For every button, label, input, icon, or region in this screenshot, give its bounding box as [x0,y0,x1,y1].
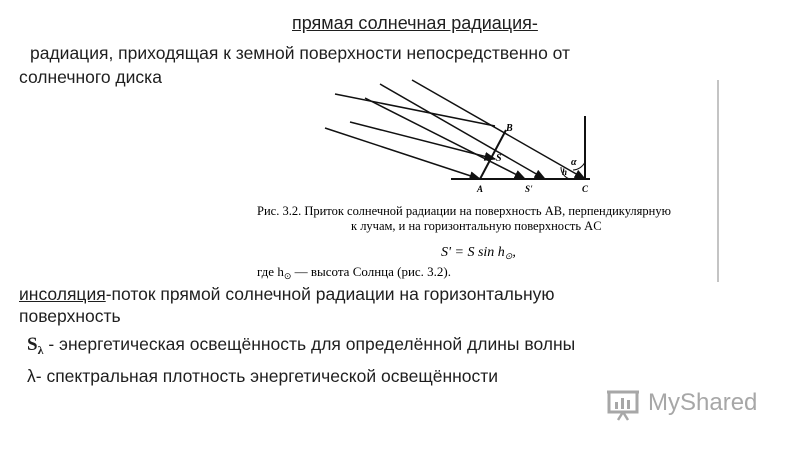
figure-formula [441,245,516,261]
s-lambda-subscript: λ [37,343,44,357]
formula-sub: ⊙ [504,251,513,261]
label-s-prime: S' [525,184,533,194]
figure-where-line [257,264,451,281]
where-prefix: где h [257,264,284,279]
figure-caption-line-2: к лучам, и на горизонтальную поверхность AC [351,219,602,233]
definition-line-2: солнечного диска [19,67,162,87]
s-lambda-line [27,334,575,356]
where-sub: ⊙ [283,271,292,281]
definition-line-1: радиация, приходящая к земной поверхности непосредственно от [30,43,571,63]
figure-caption-line-1: Рис. 3.2. Приток солнечной радиации на поверхность AB, перпендикулярную [257,204,671,218]
insolation-definition: -поток прямой солнечной радиации на горизонтальную [105,284,555,304]
ray-1 [335,94,495,126]
ray-3 [380,84,545,179]
label-a: A [477,184,484,194]
formula-main: S' = S sin h [441,245,505,260]
lambda-line: λ- спектральная плотность энергетической освещённости [27,366,499,386]
presentation-chart-icon [606,387,642,421]
formula-tail: , [512,245,516,260]
solar-radiation-figure [255,72,725,282]
watermark-text: MyShared [648,389,758,416]
label-h: h [562,167,568,177]
watermark-logo [606,387,766,421]
label-s: S [496,153,502,164]
slide-title: прямая солнечная радиация- [292,13,538,33]
label-b: B [506,123,513,134]
label-alpha: α [571,157,577,168]
insolation-line-1 [19,284,555,305]
where-rest: — высота Солнца (рис. 3.2). [291,264,452,279]
insolation-line-2: поверхность [19,306,121,326]
s-lambda-text: - энергетическая освещённость для определённой длины волны [43,334,576,354]
s-lambda-symbol: S [27,334,38,355]
insolation-term: инсоляция [19,284,106,304]
label-c: C [582,184,589,194]
ray-2 [412,80,585,179]
